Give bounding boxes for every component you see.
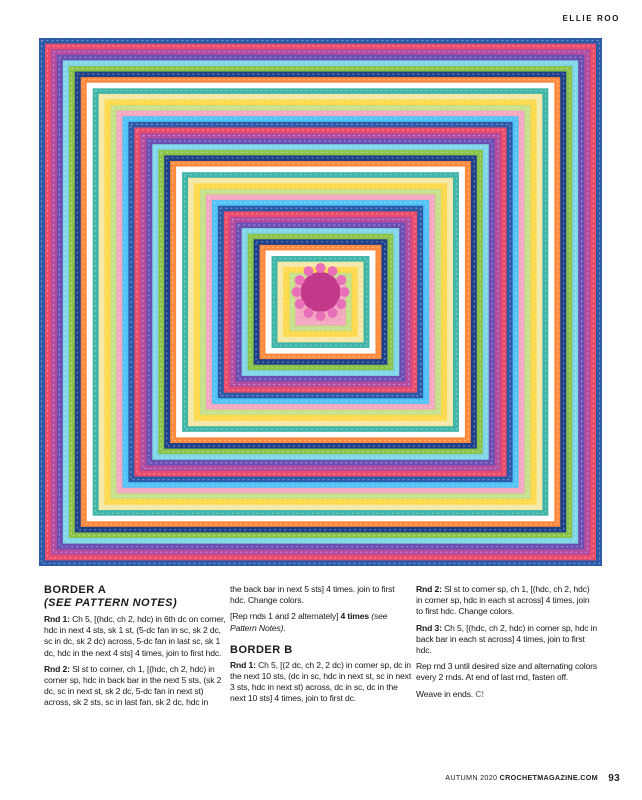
- blanket-flower-petal: [304, 308, 314, 318]
- blanket-svg: [39, 38, 602, 566]
- border-b-weave: Weave in ends. C!: [416, 688, 485, 699]
- blanket-flower-petal: [304, 266, 314, 276]
- author-header: ELLIE ROO: [562, 14, 620, 23]
- border-a-repeat: [Rep rnds 1 and 2 alternately] 4 times (see Pattern Notes).: [230, 611, 388, 633]
- blanket-flower-petal: [316, 311, 326, 321]
- blanket-flower-petal: [336, 299, 346, 309]
- column-1: [44, 584, 226, 714]
- blanket-flower-petal: [328, 308, 338, 318]
- border-a-subtitle: (SEE PATTERN NOTES): [44, 597, 178, 609]
- border-a-rnd2: Rnd 2: Sl st to corner, ch 1, [(hdc, ch 2, hdc) in corner sp, hdc in back bar in the next 5 sts, (sk 2 dc, sc in next st, sk 2 dc, 5-dc fan in next st) across, sk 2 sts, sc in last fan, sk 2 dc, hdc in: [44, 663, 222, 708]
- footer-site: CROCHETMAGAZINE.COM: [499, 773, 598, 782]
- border-b-rnd3: Rnd 3: Ch 5, [(hdc, ch 2, hdc) in corner sp, hdc in back bar in each st across] 4 times, join to first hdc.: [416, 622, 598, 656]
- crochet-blanket-image: [39, 38, 602, 566]
- border-b-title: BORDER B: [230, 643, 293, 656]
- end-mark: C!: [475, 688, 485, 699]
- blanket-center-flower: [301, 272, 341, 312]
- page-number: 93: [608, 773, 620, 784]
- column-2: [230, 584, 412, 710]
- blanket-flower-petal: [340, 287, 350, 297]
- blanket-flower-petal: [295, 275, 305, 285]
- border-b-rnd1: Rnd 1: Ch 5, [(2 dc, ch 2, 2 dc) in corner sp, dc in the next 10 sts, (dc in sc, hdc in next st, sc in next 3 sts, hdc in next st) across, dc in sc, dc in the next 10 sts] 4 times, join to first dc.: [230, 659, 412, 704]
- border-a-rnd1: Rnd 1: Ch 5, [(hdc, ch 2, hdc) in 6th dc on corner, hdc in next 4 sts, sk 1 st, (5-dc fan in sc, sk 2 dc, sc in dc, sk 2 dc) across, 5-dc fan in last sc, sk 1 dc, hdc in the next 4 sts] 4 times, join to first hdc.: [44, 614, 226, 658]
- blanket-flower-petal: [336, 275, 346, 285]
- footer-season: AUTUMN 2020: [445, 773, 498, 782]
- column-3: [416, 584, 598, 705]
- page-footer: [445, 773, 620, 784]
- blanket-flower-petal: [316, 263, 326, 273]
- blanket-flower-petal: [295, 299, 305, 309]
- border-a-rnd2-continued: the back bar in next 5 sts] 4 times. join to first hdc. Change colors.: [230, 584, 395, 606]
- blanket-flower-petal: [292, 287, 302, 297]
- border-b-repeat: Rep rnd 3 until desired size and alternating colors every 2 rnds. At end of last rnd, fasten off.: [416, 661, 598, 683]
- border-b-rnd2: Rnd 2: Sl st to corner sp, ch 1, [(hdc, ch 2, hdc) in corner sp, hdc in each st across] 4 times, join to first hdc. Change colors.: [416, 584, 590, 617]
- border-a-title: BORDER A: [44, 584, 107, 596]
- blanket-flower-petal: [328, 266, 338, 276]
